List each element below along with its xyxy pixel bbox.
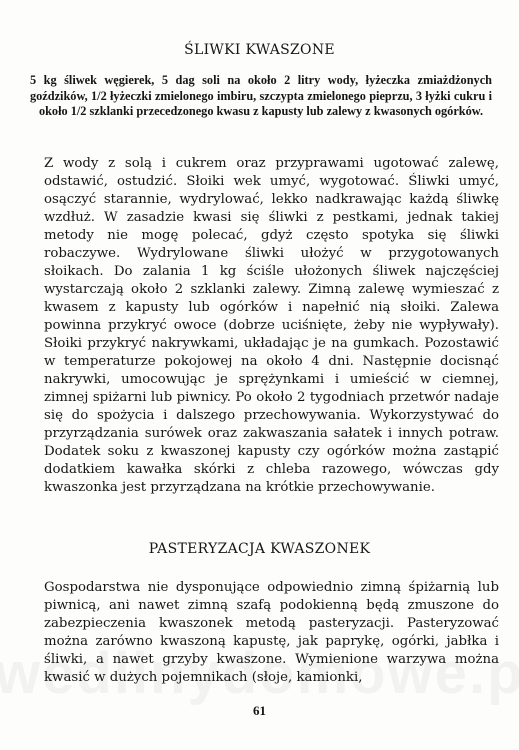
ingredients-list: 5 kg śliwek węgierek, 5 dag soli na około 2 litry wody, łyżeczka zmiażdżonych goździków, 1/2 łyżeczki zmielonego imbiru, szczypta zmielonego pieprzu, 3 łyżki cukru i około 1/2 szklanki przecedzonego kwasu z kapusty lub zalewy z kwasonych ogórków. [30, 73, 492, 118]
pasteurization-text: Gospodarstwa nie dysponujące odpowiednio zimną śpiżarnią lub piwnicą, ani nawet zimną szafą podokienną będą zmuszone do zabezpieczenia kwaszonek metodą pasteryzacji. Pasteryzować można zarówno kwaszoną kapustę, jak paprykę, ogórki, jabłka i śliwki, a nawet grzyby kwaszone. Wymienione warzywa można kwasić w dużych pojemnikach (słoje, kamionki, [44, 580, 499, 685]
recipe-instructions: Z wody z solą i cukrem oraz przyprawami ugotować zalewę, odstawić, ostudzić. Słoiki wek umyć, wygotować. Śliwki umyć, osączyć starannie, wydrylować, lekko nadkrawając każdą śliwkę wzdłuż. W zasadzie kwasi się śliwki z pestkami, jednak takiej metody nie mogę polecać, gdyż często spotyka się śliwki robaczywe. Wydrylowane śliwki ułożyć w przygotowanych słoikach. Do zalania 1 kg ściśle ułożonych śliwek najczęściej wystarczają około 2 szklanki zalewy. Zimną zalewę wymieszać z kwasem z kapusty lub ogórków i napełnić nią słoiki. Zalewa powinna przykryć owoce (dobrze uciśnięte, żeby nie wypływały). Słoiki przykryć nakrywkami, układając je na gumkach. Pozostawić w temperaturze pokojowej na około 4 dni. Następnie docisnąć nakrywki, umocowując je sprężynkami i umieścić w ciemnej, zimnej spiżarni lub piwnicy. Po około 2 tygodniach przetwór nadaje się do spożycia i dalszego przechowywania. Wykorzystywać do przyrządzania surówek oraz zakwaszania sałatek i innych potraw. Dodatek soku z kwaszonej kapusty czy ogórków można zastąpić dodatkiem kawałka skórki z chleba razowego, wówczas gdy kwaszonka jest przyrządzana na krótkie przechowywanie. [44, 156, 499, 495]
section-title-pasteryzacja: PASTERYZACJA KWASZONEK [148, 541, 371, 557]
page-number: 61 [253, 703, 266, 718]
section-title-sliwki-kwaszone: ŚLIWKI KWASZONE [184, 42, 335, 58]
